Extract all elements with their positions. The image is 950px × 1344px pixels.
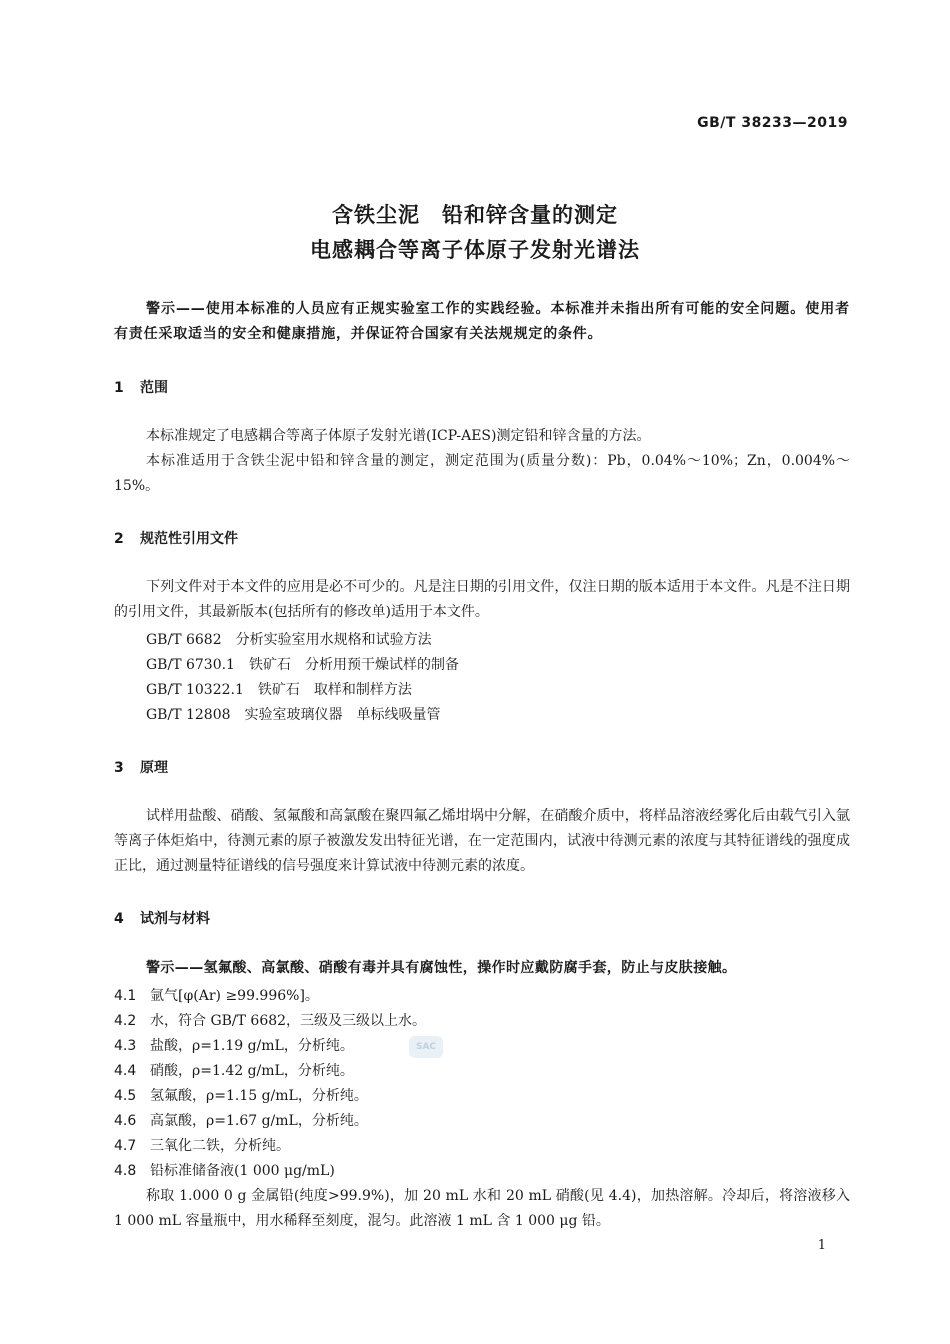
reagent-item bbox=[114, 1035, 850, 1055]
lead-stock-solution-paragraph: 称取 1.000 0 g 金属铅(纯度>99.9%)，加 20 mL 水和 20 mL 硝酸(见 4.4)，加热溶解。冷却后，将溶液移入 1 000 mL 容量瓶中，用水稀释至刻度，混匀。此溶液 1 mL 含 1 000 μg 铅。 bbox=[114, 1188, 850, 1229]
reagent-item bbox=[114, 1085, 850, 1105]
section-4-heading bbox=[114, 908, 210, 928]
item-number: 4.2 bbox=[114, 1013, 137, 1029]
safety-warning: 警示——使用本标准的人员应有正规实验室工作的实践经验。本标准并未指出所有可能的安全问题。使用者有责任采取适当的安全和健康措施，并保证符合国家有关法规规定的条件。 bbox=[114, 301, 850, 342]
item-text: 氩气[φ(Ar) ≥99.996%]。 bbox=[150, 988, 319, 1004]
item-text: 盐酸，ρ=1.19 g/mL，分析纯。 bbox=[150, 1038, 354, 1054]
item-number: 4.6 bbox=[114, 1113, 137, 1129]
reagent-safety-warning: 警示——氢氟酸、高氯酸、硝酸有毒并具有腐蚀性，操作时应戴防腐手套，防止与皮肤接触。 bbox=[146, 960, 737, 976]
item-text: 高氯酸，ρ=1.67 g/mL，分析纯。 bbox=[150, 1113, 368, 1129]
item-number: 4.8 bbox=[114, 1163, 137, 1179]
sac-watermark-logo: SAC bbox=[409, 1036, 443, 1058]
reagent-item bbox=[114, 1135, 850, 1155]
item-text: 三氧化二铁，分析纯。 bbox=[150, 1138, 290, 1154]
item-number: 4.1 bbox=[114, 988, 137, 1004]
item-text: 氢氟酸，ρ=1.15 g/mL，分析纯。 bbox=[150, 1088, 368, 1104]
section-title: 规范性引用文件 bbox=[140, 531, 238, 547]
section-title: 原理 bbox=[140, 760, 168, 776]
item-number: 4.3 bbox=[114, 1038, 137, 1054]
section-1-paragraph-2: 本标准适用于含铁尘泥中铅和锌含量的测定，测定范围为(质量分数)：Pb，0.04%～10%；Zn，0.004%～15%。 bbox=[114, 453, 850, 494]
item-number: 4.4 bbox=[114, 1063, 137, 1079]
item-text: 铅标准储备液(1 000 μg/mL) bbox=[150, 1163, 335, 1179]
item-text: 水，符合 GB/T 6682，三级及三级以上水。 bbox=[150, 1013, 427, 1029]
page-number: 1 bbox=[817, 1238, 826, 1253]
reagent-item bbox=[114, 985, 850, 1005]
section-1-heading bbox=[114, 377, 168, 397]
normative-reference: GB/T 6682 分析实验室用水规格和试验方法 bbox=[146, 632, 432, 648]
section-number: 2 bbox=[114, 531, 124, 547]
item-number: 4.5 bbox=[114, 1088, 137, 1104]
section-3-heading bbox=[114, 757, 168, 777]
section-3-paragraph-1: 试样用盐酸、硝酸、氢氟酸和高氯酸在聚四氟乙烯坩埚中分解，在硝酸介质中，将样品溶液经雾化后由载气引入氩等离子体炬焰中，待测元素的原子被激发发出特征光谱，在一定范围内，试液中待测元素的浓度与其特征谱线的强度成正比，通过测量特征谱线的信号强度来计算试液中待测元素的浓度。 bbox=[114, 808, 850, 874]
reagent-item bbox=[114, 1060, 850, 1080]
section-number: 3 bbox=[114, 760, 124, 776]
document-title-line-1: 含铁尘泥 铅和锌含量的测定 bbox=[332, 203, 618, 227]
reagent-item bbox=[114, 1160, 850, 1180]
document-title-line-2: 电感耦合等离子体原子发射光谱法 bbox=[310, 238, 640, 262]
section-number: 1 bbox=[114, 380, 124, 396]
reagent-item bbox=[114, 1110, 850, 1130]
standard-number: GB/T 38233—2019 bbox=[697, 115, 848, 131]
item-number: 4.7 bbox=[114, 1138, 137, 1154]
section-number: 4 bbox=[114, 911, 124, 927]
section-1-paragraph-1: 本标准规定了电感耦合等离子体原子发射光谱(ICP-AES)测定铅和锌含量的方法。 bbox=[146, 428, 651, 444]
normative-reference: GB/T 12808 实验室玻璃仪器 单标线吸量管 bbox=[146, 707, 441, 723]
section-title: 试剂与材料 bbox=[140, 911, 210, 927]
section-2-paragraph-1: 下列文件对于本文件的应用是必不可少的。凡是注日期的引用文件，仅注日期的版本适用于本文件。凡是不注日期的引用文件，其最新版本(包括所有的修改单)适用于本文件。 bbox=[114, 579, 850, 620]
reagent-item bbox=[114, 1010, 850, 1030]
item-text: 硝酸，ρ=1.42 g/mL，分析纯。 bbox=[150, 1063, 354, 1079]
normative-reference: GB/T 10322.1 铁矿石 取样和制样方法 bbox=[146, 682, 412, 698]
section-2-heading bbox=[114, 528, 238, 548]
section-title: 范围 bbox=[140, 380, 168, 396]
normative-reference: GB/T 6730.1 铁矿石 分析用预干燥试样的制备 bbox=[146, 657, 459, 673]
